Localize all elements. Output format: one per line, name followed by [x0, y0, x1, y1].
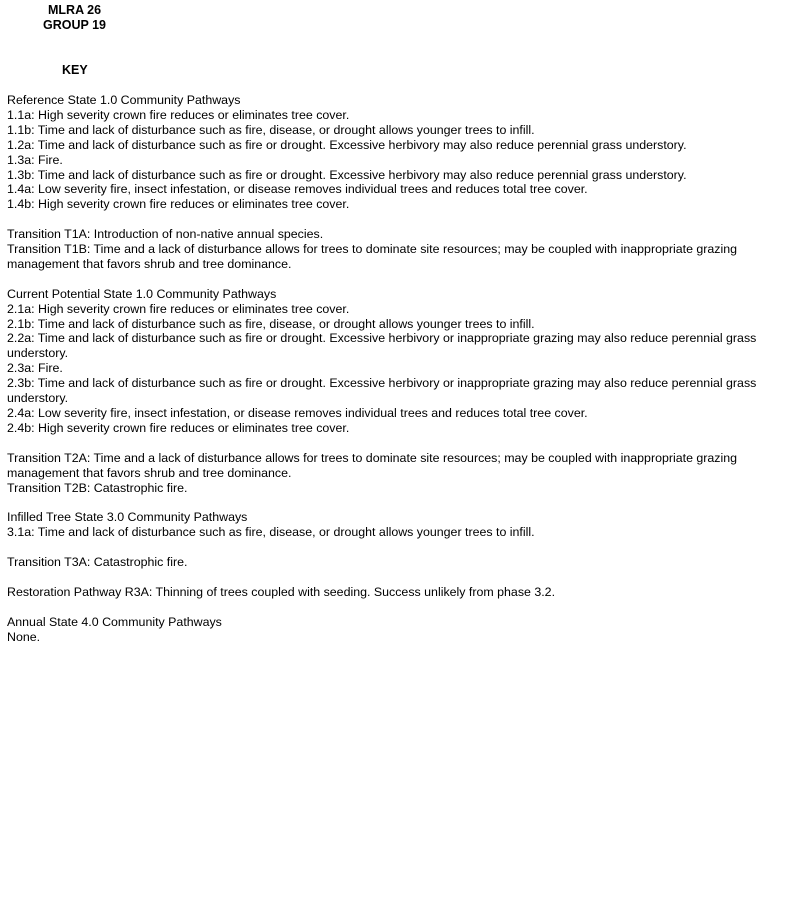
- section-line-first: Current Potential State 1.0 Community Pathways: [7, 286, 277, 301]
- section-line: 2.1a: High severity crown fire reduces or eliminates tree cover.: [7, 301, 350, 316]
- section-line: 1.1b: Time and lack of disturbance such as fire, disease, or drought allows younger trees to infill.: [7, 122, 535, 137]
- section-line-first: Transition T3A: Catastrophic fire.: [7, 555, 188, 570]
- key-section: [7, 615, 782, 645]
- section-line: 1.2a: Time and lack of disturbance such as fire or drought. Excessive herbivory may also reduce perennial grass understory.: [7, 137, 687, 152]
- section-line: 1.1a: High severity crown fire reduces or eliminates tree cover.: [7, 107, 350, 122]
- section-line: 1.3b: Time and lack of disturbance such as fire or drought. Excessive herbivory may also reduce perennial grass understory.: [7, 167, 687, 182]
- section-line: 2.4a: Low severity fire, insect infestation, or disease removes individual trees and reduces total tree cover.: [7, 406, 588, 420]
- section-line: 1.3a: Fire.: [7, 152, 63, 167]
- key-section: [7, 585, 782, 600]
- section-line: 1.4a: Low severity fire, insect infestation, or disease removes individual trees and reduces total tree cover.: [7, 182, 588, 197]
- key-heading: KEY: [62, 63, 88, 77]
- section-line-first: Annual State 4.0 Community Pathways: [7, 614, 222, 629]
- group-heading: GROUP 19: [43, 18, 106, 32]
- section-line-first: Transition T2A: Time and a lack of disturbance allows for trees to dominate site resources; may be coupled with inappropriate grazing management that favors shrub and tree dominance.: [7, 450, 738, 480]
- section-line-first: Restoration Pathway R3A: Thinning of trees coupled with seeding. Success unlikely from phase 3.2.: [7, 584, 556, 599]
- mlra-heading: MLRA 26: [48, 3, 102, 17]
- section-line-first: Reference State 1.0 Community Pathways: [7, 93, 241, 107]
- key-section: [7, 93, 782, 212]
- section-line-first: Transition T1A: Introduction of non-native annual species.: [7, 227, 324, 242]
- section-line: 2.3b: Time and lack of disturbance such as fire or drought. Excessive herbivory or inappropriate grazing may also reduce perennial grass understory.: [7, 376, 757, 406]
- section-line: 2.3a: Fire.: [7, 361, 63, 376]
- section-line: 3.1a: Time and lack of disturbance such as fire, disease, or drought allows younger trees to infill.: [7, 525, 535, 540]
- section-line: Transition T1B: Time and a lack of disturbance allows for trees to dominate site resources; may be coupled with inappropriate grazing management that favors shrub and tree dominance.: [7, 242, 738, 271]
- section-line: 2.2a: Time and lack of disturbance such as fire or drought. Excessive herbivory or inappropriate grazing may also reduce perennial grass understory.: [7, 331, 757, 361]
- key-section: [7, 510, 782, 540]
- key-section: [7, 287, 782, 436]
- section-line: 1.4b: High severity crown fire reduces or eliminates tree cover.: [7, 197, 350, 212]
- section-line: Transition T2B: Catastrophic fire.: [7, 480, 188, 495]
- key-section: [7, 555, 782, 570]
- section-line: 2.4b: High severity crown fire reduces or eliminates tree cover.: [7, 420, 350, 435]
- key-section: [7, 227, 782, 272]
- section-line: None.: [7, 629, 41, 644]
- key-body: [7, 93, 782, 659]
- section-line-first: Infilled Tree State 3.0 Community Pathways: [7, 510, 248, 525]
- key-section: [7, 451, 782, 496]
- section-line: 2.1b: Time and lack of disturbance such as fire, disease, or drought allows younger trees to infill.: [7, 316, 535, 331]
